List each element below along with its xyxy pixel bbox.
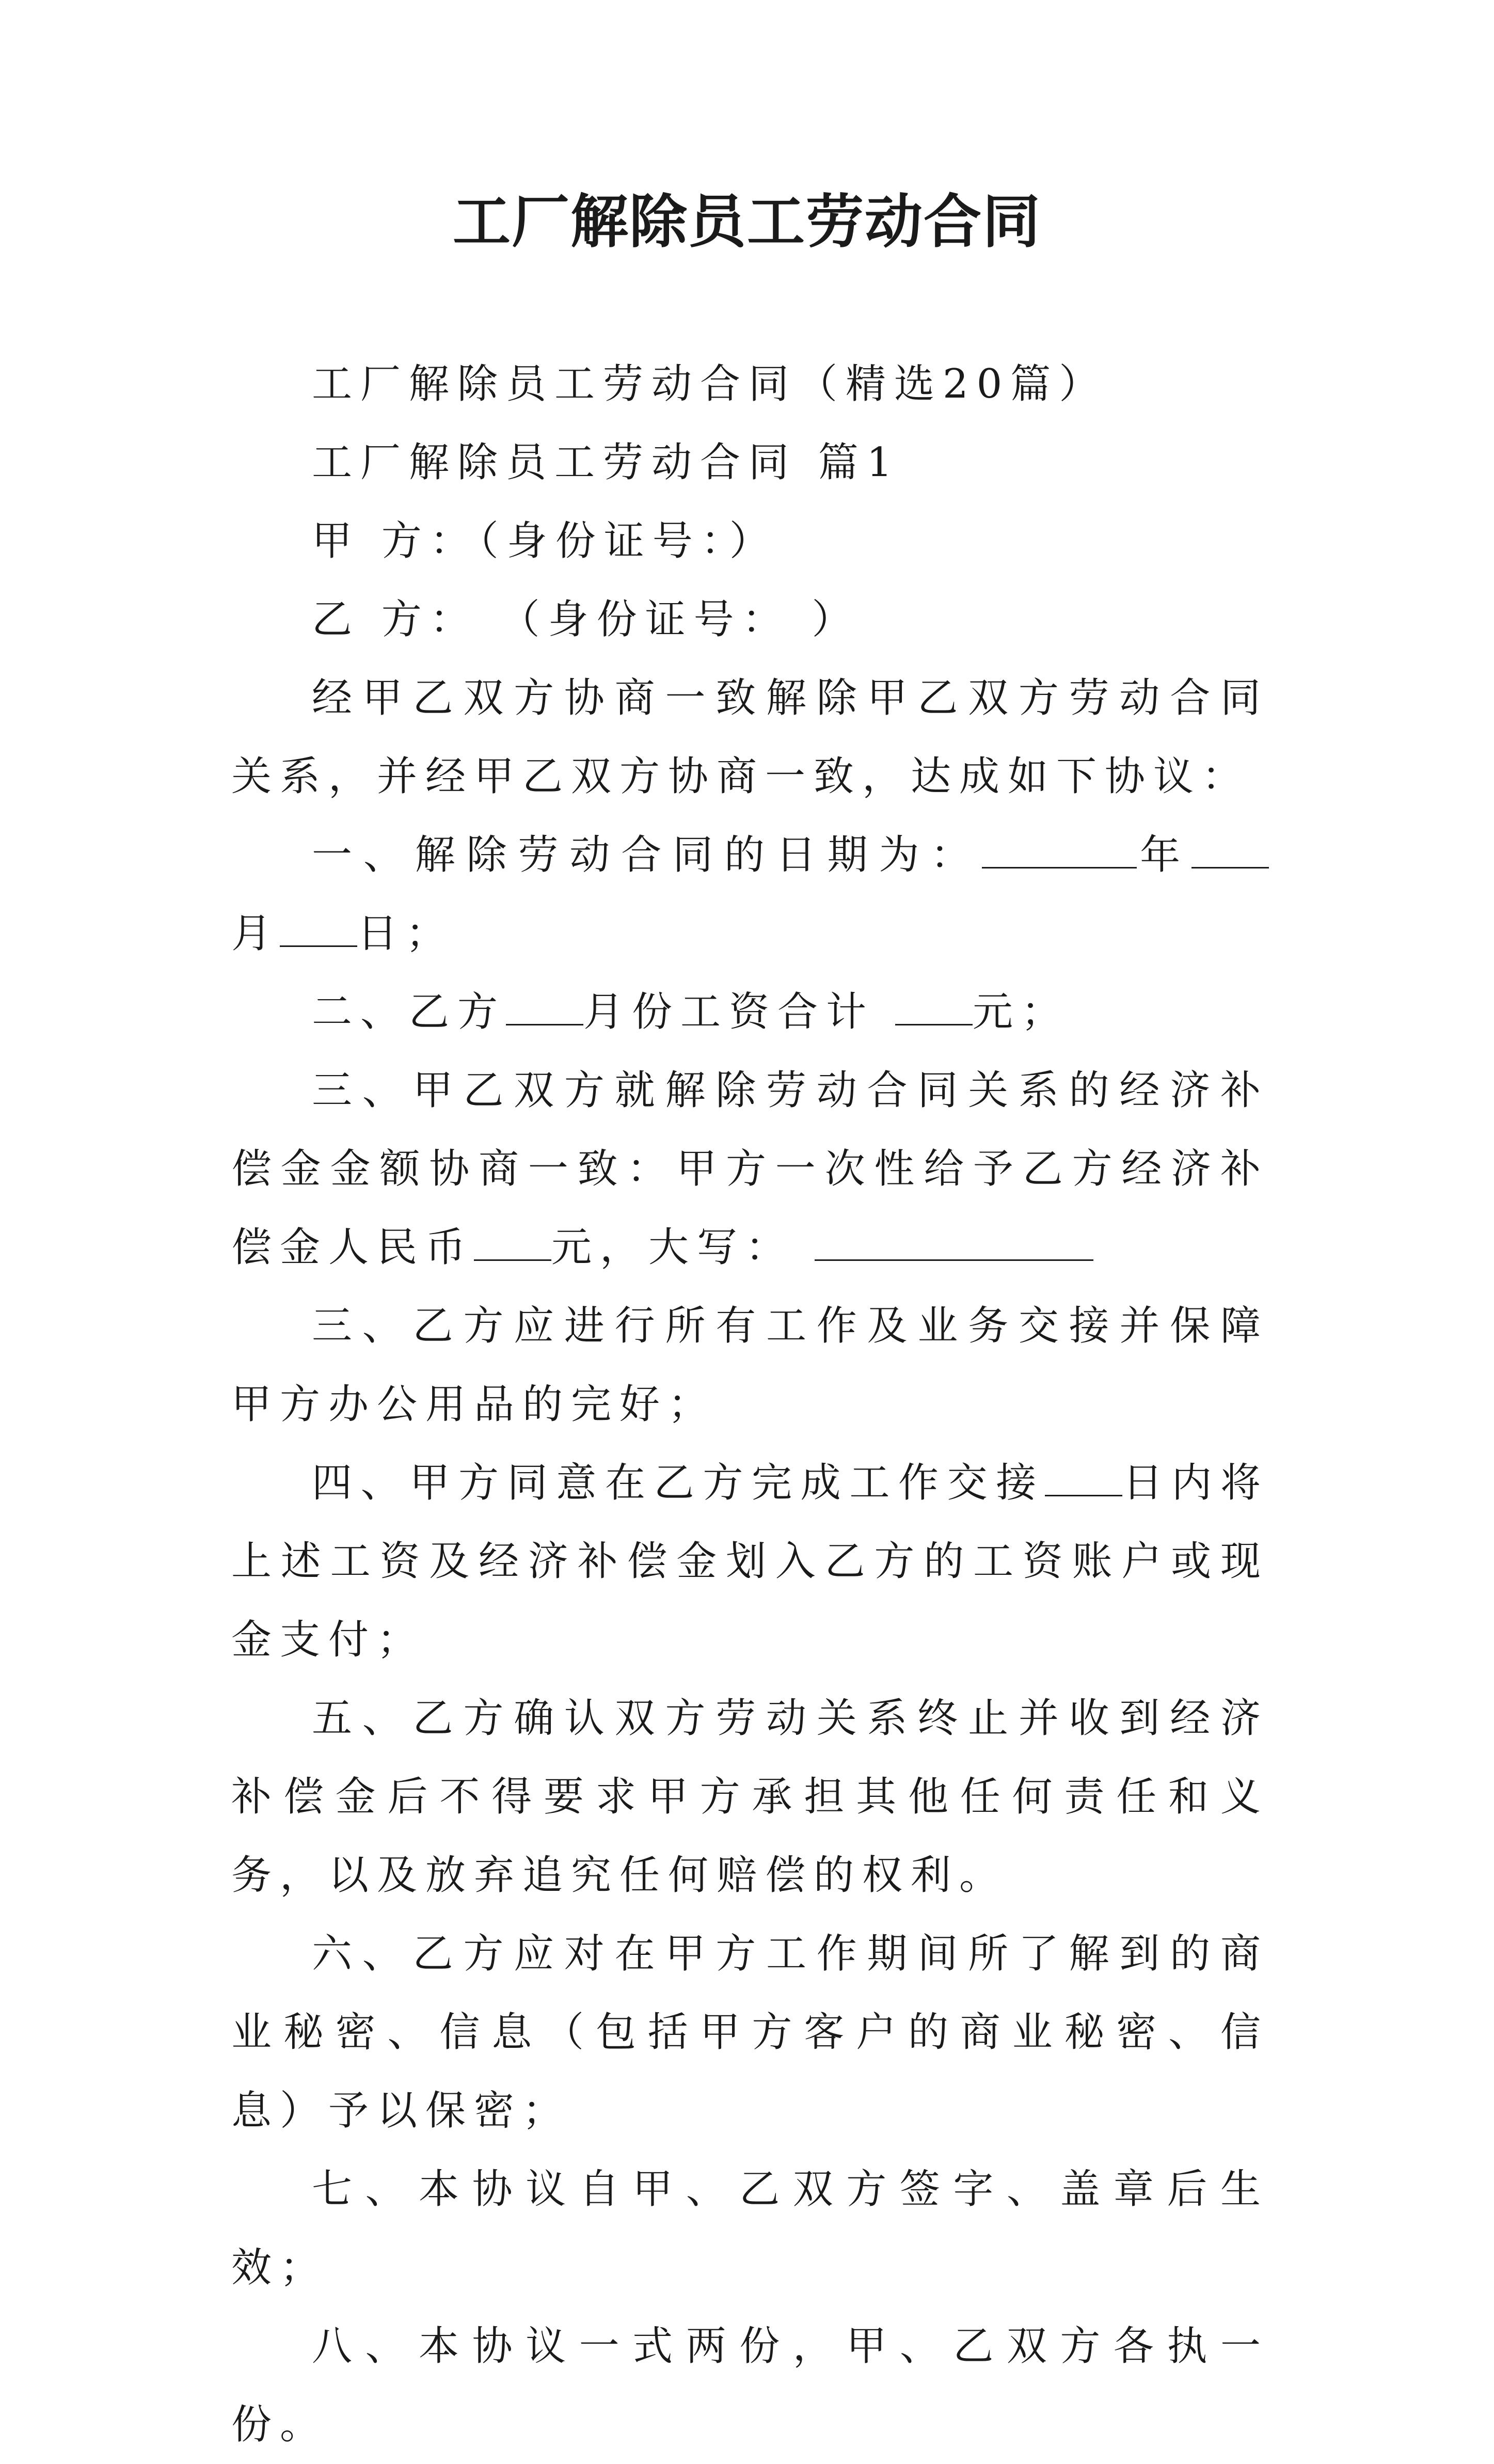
clause-2-suffix: 元； xyxy=(973,989,1070,1035)
subtitle: 工厂解除员工劳动合同（精选20篇） xyxy=(312,361,1108,407)
year-blank xyxy=(982,835,1137,868)
clause-7: 七、本协议自甲、乙双方签字、盖章后生效； xyxy=(231,2166,1269,2291)
day-blank xyxy=(280,913,357,947)
clause-3a xyxy=(231,1051,1269,1287)
days-blank xyxy=(1045,1463,1122,1496)
salary-amount-blank xyxy=(895,992,973,1025)
clause-4-prefix: 四、甲方同意在乙方完成工作交接 xyxy=(312,1460,1045,1506)
clause-1-prefix: 一、解除劳动合同的日期为： xyxy=(312,832,982,878)
amount-in-words-blank xyxy=(815,1227,1093,1261)
clause-1-year: 年 xyxy=(1137,832,1191,878)
section-heading: 工厂解除员工劳动合同 篇1 xyxy=(312,439,901,486)
clause-2 xyxy=(231,973,1269,1051)
month-blank xyxy=(1191,835,1269,868)
clause-2-prefix: 二、乙方 xyxy=(312,989,506,1035)
document-body xyxy=(231,345,1269,2464)
clause-3b: 三、乙方应进行所有工作及业务交接并保障甲方办公用品的完好； xyxy=(231,1303,1269,1428)
clause-1 xyxy=(231,816,1269,973)
party-b-line: 乙 方： （身份证号： ） xyxy=(312,596,861,643)
clause-4 xyxy=(231,1444,1269,1679)
clause-1-month: 月 xyxy=(231,910,280,957)
clause-8: 八、本协议一式两份，甲、乙双方各执一份。 xyxy=(231,2323,1269,2448)
clause-4-suffix: 日内将上述工资及经济补偿金划入乙方的工资账户或现金支付； xyxy=(231,1460,1269,1663)
compensation-amount-blank xyxy=(474,1227,551,1261)
clause-3a-middle: 元，大写： xyxy=(551,1224,794,1271)
party-a-line: 甲 方：（身份证号：） xyxy=(312,518,778,564)
month-count-blank xyxy=(506,992,583,1025)
document-title: 工厂解除员工劳动合同 xyxy=(453,188,1041,256)
intro-paragraph: 经甲乙双方协商一致解除甲乙双方劳动合同关系，并经甲乙双方协商一致，达成如下协议： xyxy=(231,675,1269,800)
clause-5: 五、乙方确认双方劳动关系终止并收到经济补偿金后不得要求甲方承担其他任何责任和义务，以及放弃追究任何赔偿的权利。 xyxy=(231,1695,1269,1899)
clause-6: 六、乙方应对在甲方工作期间所了解到的商业秘密、信息（包括甲方客户的商业秘密、信息）予以保密； xyxy=(231,1931,1269,2134)
clause-2-middle: 月份工资合计 xyxy=(583,989,875,1035)
clause-1-day: 日； xyxy=(357,910,455,957)
clause-3a-prefix: 三、甲乙双方就解除劳动合同关系的经济补偿金金额协商一致：甲方一次性给予乙方经济补偿金人民币 xyxy=(231,1067,1269,1271)
